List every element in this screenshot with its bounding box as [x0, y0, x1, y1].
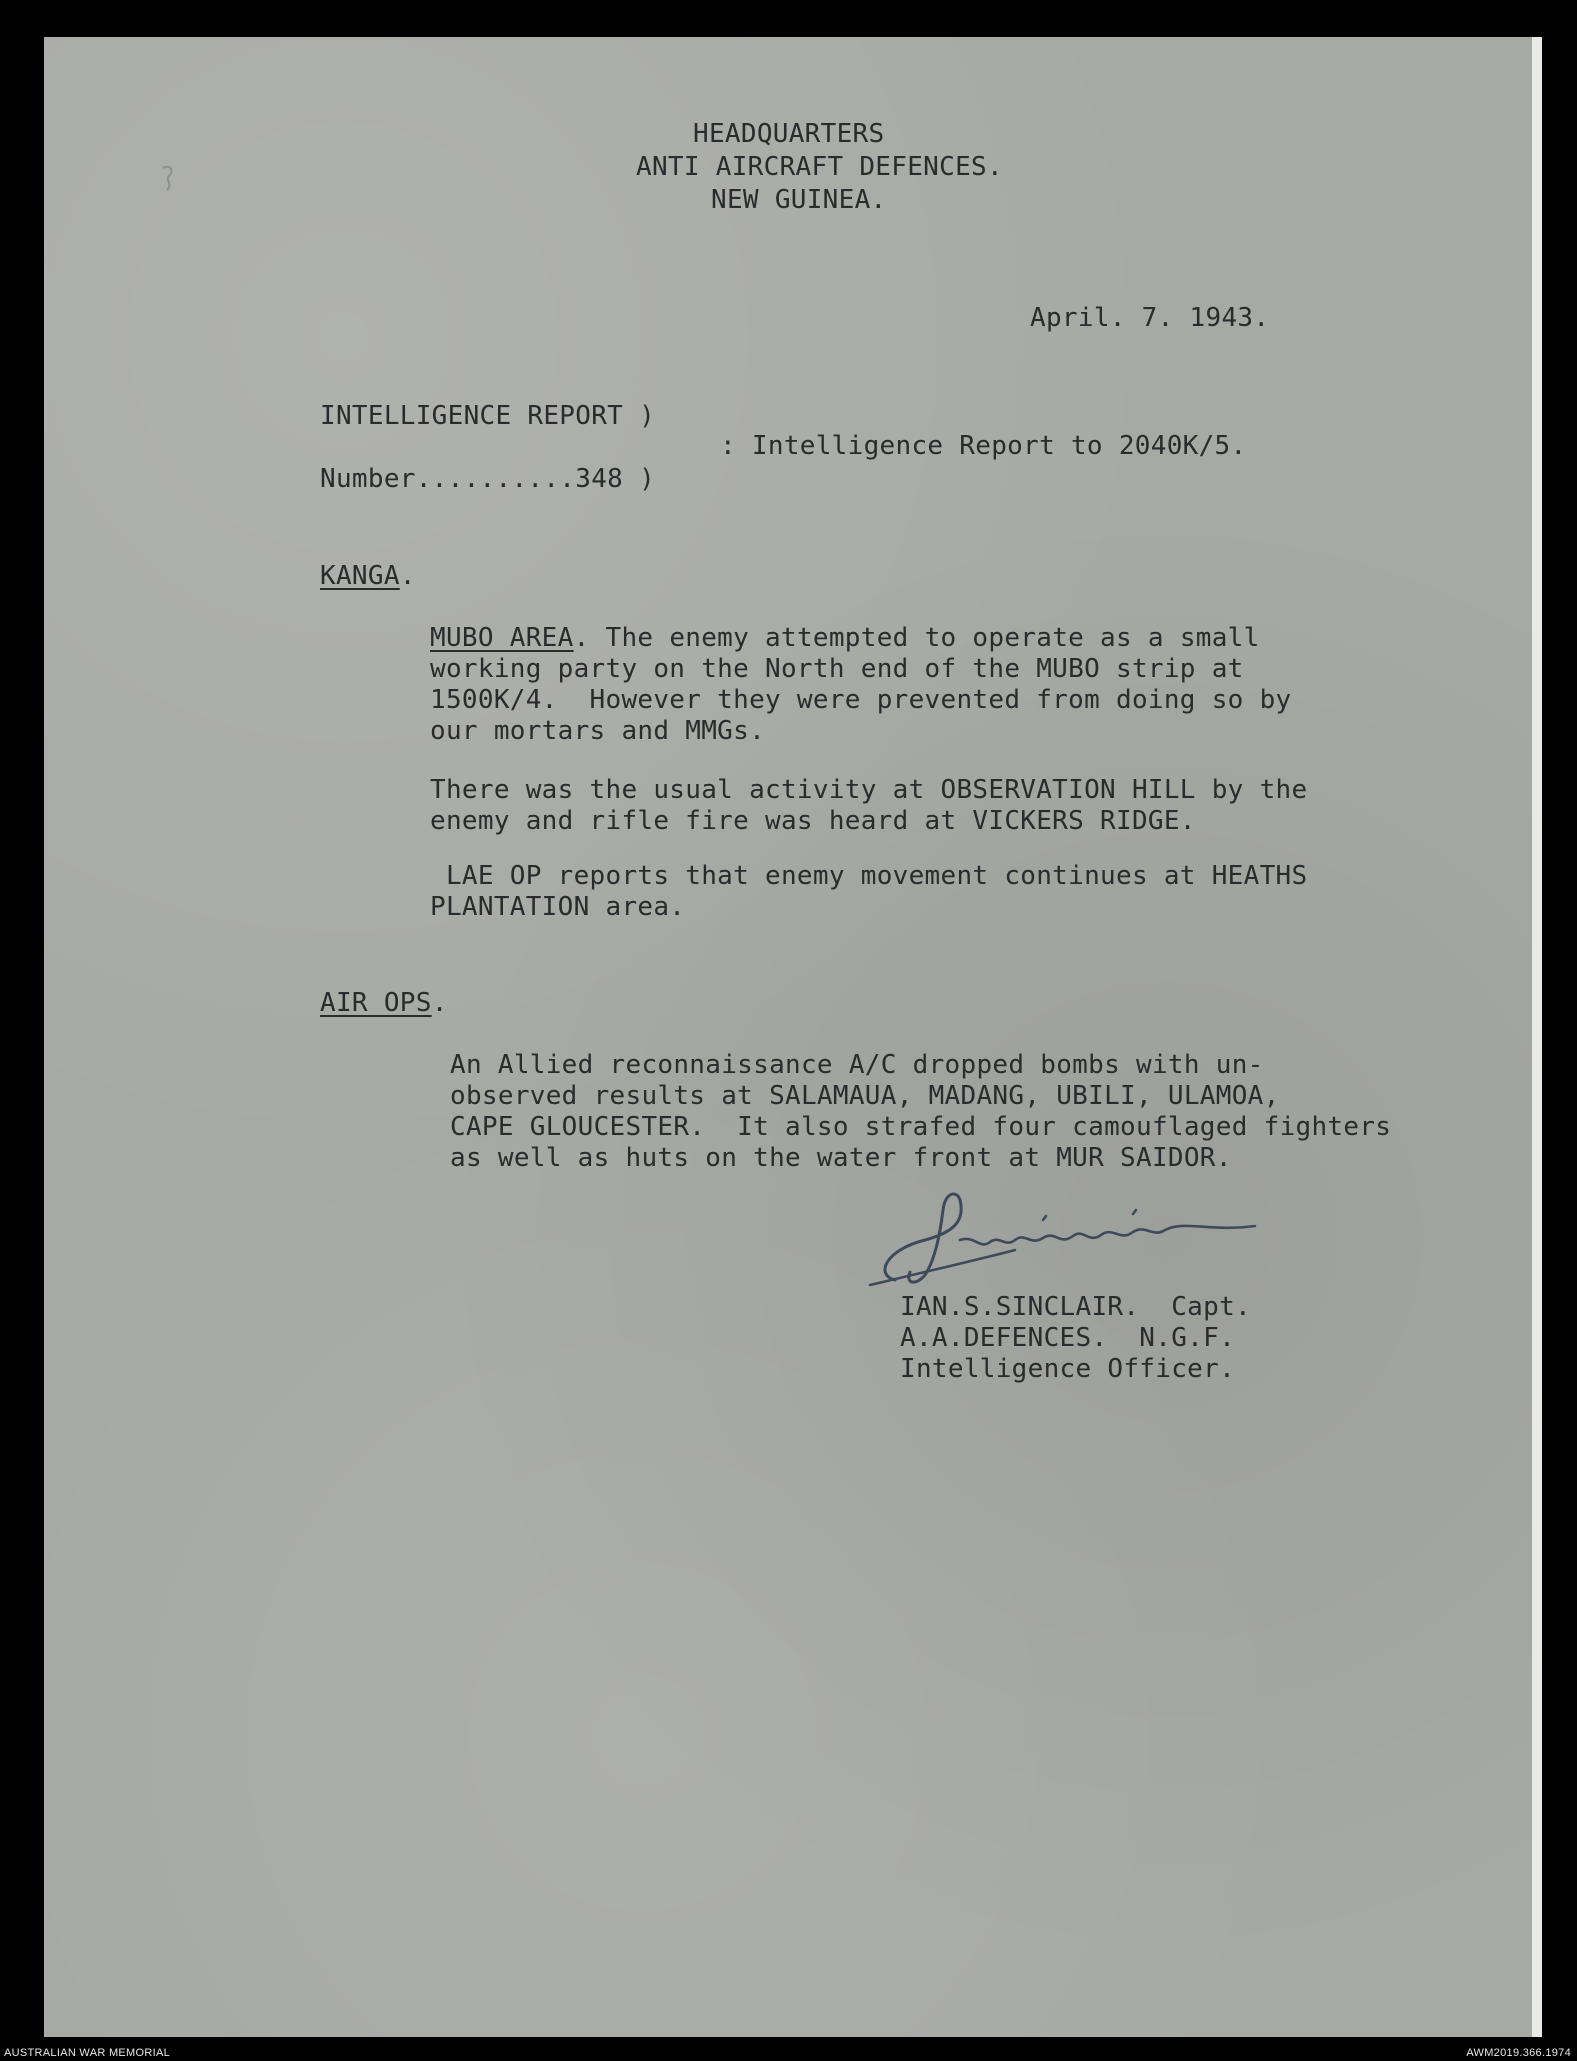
pencil-mark [155, 160, 195, 240]
document-page [44, 37, 1540, 2037]
kanga-paragraph-1-line-2: working party on the North end of the MUBO strip at [430, 654, 1244, 684]
kanga-paragraph-1-line-3: 1500K/4. However they were prevented from doing so by [430, 685, 1292, 715]
kanga-paragraph-2-line-2: enemy and rifle fire was heard at VICKERS RIDGE. [430, 806, 1196, 836]
mubo-area-label: MUBO AREA [430, 623, 574, 653]
air-ops-line-3: CAPE GLOUCESTER. It also strafed four camouflaged fighters [450, 1112, 1392, 1142]
report-date: April. 7. 1943. [1030, 303, 1270, 333]
kanga-paragraph-3-line-1: LAE OP reports that enemy movement continues at HEATHS [430, 861, 1308, 891]
letterhead-line2: ANTI AIRCRAFT DEFENCES. [636, 152, 1003, 182]
section-heading-kanga: KANGA. [320, 561, 416, 591]
letterhead-line1: HEADQUARTERS [693, 119, 885, 149]
report-title: INTELLIGENCE REPORT ) [320, 401, 656, 431]
air-ops-line-1: An Allied reconnaissance A/C dropped bombs with un- [450, 1050, 1264, 1080]
letterhead-line3: NEW GUINEA. [711, 185, 887, 215]
kanga-paragraph-1-line-4: our mortars and MMGs. [430, 716, 766, 746]
report-number: Number..........348 ) [320, 464, 656, 494]
footer-archive-name: AUSTRALIAN WAR MEMORIAL [4, 2047, 171, 2059]
kanga-paragraph-1-line-1: MUBO AREA. The enemy attempted to operate as a small [430, 623, 1260, 653]
section-heading-air-ops: AIR OPS. [320, 988, 448, 1018]
kanga-paragraph-2-line-1: There was the usual activity at OBSERVATION HILL by the [430, 775, 1308, 805]
signature-name: IAN.S.SINCLAIR. Capt. [900, 1292, 1251, 1322]
air-ops-line-2: observed results at SALAMAUA, MADANG, UBILI, ULAMOA, [450, 1081, 1280, 1111]
air-ops-line-4: as well as huts on the water front at MUR SAIDOR. [450, 1143, 1232, 1173]
signature-unit: A.A.DEFENCES. N.G.F. [900, 1323, 1236, 1353]
handwritten-signature [865, 1180, 1275, 1300]
kanga-paragraph-3-line-2: PLANTATION area. [430, 892, 686, 922]
footer-accession-number: AWM2019.366.1974 [1466, 2047, 1571, 2059]
page-edge [1532, 37, 1542, 2037]
report-reference: : Intelligence Report to 2040K/5. [720, 431, 1247, 461]
signature-title: Intelligence Officer. [900, 1354, 1236, 1384]
